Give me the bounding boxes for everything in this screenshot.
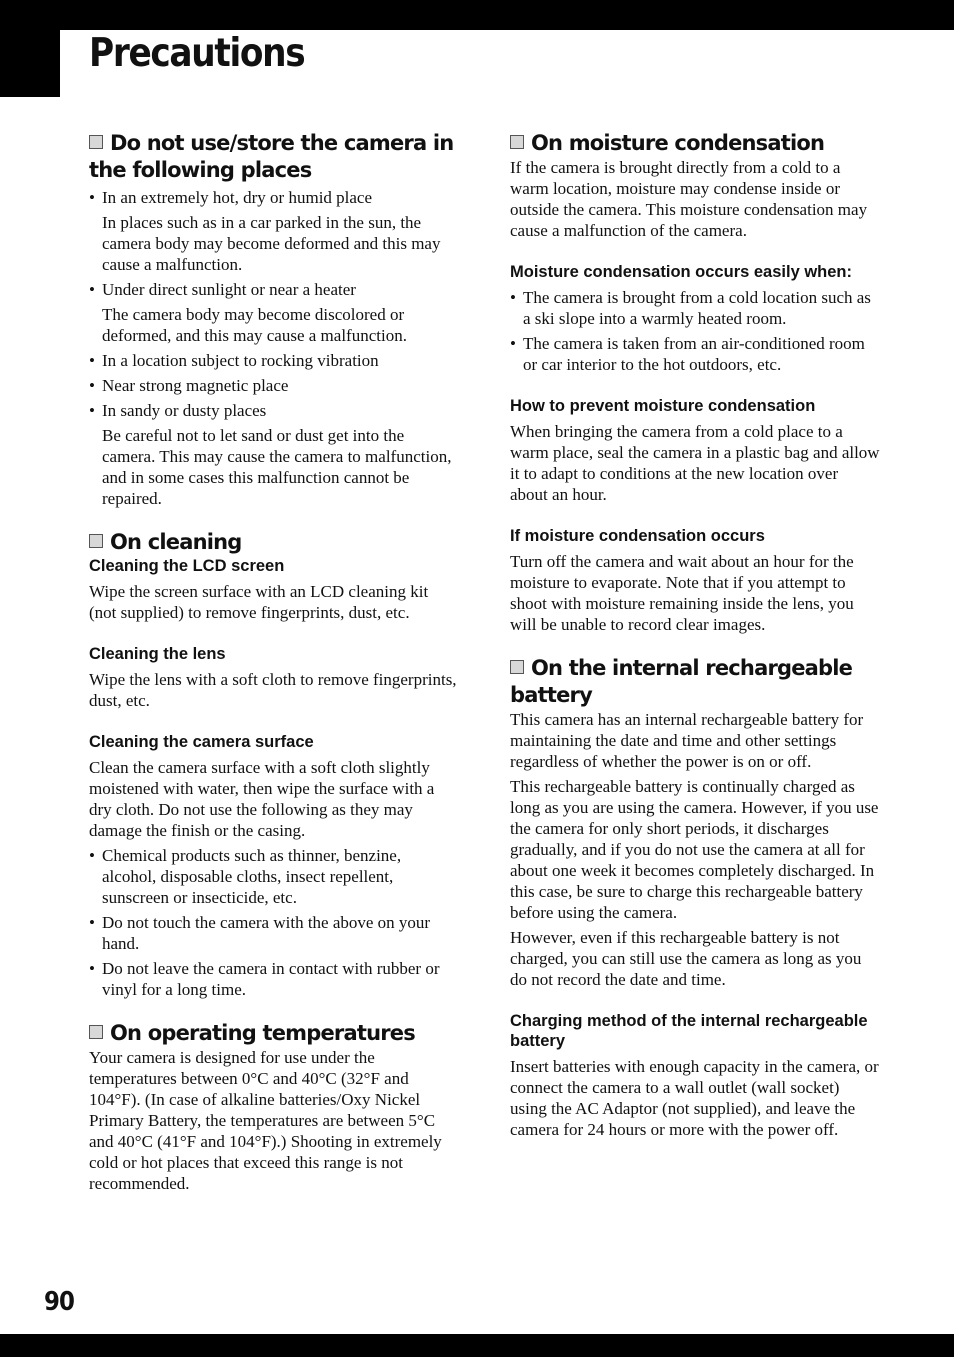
list-item: • Under direct sunlight or near a heater	[89, 279, 459, 300]
list-item: • The camera is taken from an air-conditioned room or car interior to the hot outdoors, etc.	[510, 333, 880, 375]
paragraph-moisture: If the camera is brought directly from a cold to a warm location, moisture may condense inside or outside the camera. This moisture condensation may cause a malfunction of the camera.	[510, 158, 868, 240]
list-item-detail: Be careful not to let sand or dust get into the camera. This may cause the camera to malfunction, and in some cases this malfunction cannot be repaired.	[102, 426, 452, 508]
section-heading-battery: On the internal rechargeable battery	[510, 656, 853, 707]
section-heading-temperatures: On operating temperatures	[89, 1020, 459, 1047]
subheading-if-occurs: If moisture condensation occurs	[510, 527, 765, 545]
subheading-surface: Cleaning the camera surface	[89, 733, 314, 751]
list-item: • In an extremely hot, dry or humid place	[89, 187, 459, 208]
paragraph-temperatures: Your camera is designed for use under the temperatures between 0°C and 40°C (32°F and 104°F). (In case of alkaline batteries/Oxy Nickel Primary Battery, the temperatures are between 5°C and 40°C (41°F and 104°F).) Shooting in extremely cold or hot places that exceed this range is not recommended.	[89, 1048, 442, 1193]
storage-list	[89, 187, 459, 509]
section-heading-cleaning: On cleaning	[89, 529, 459, 556]
subheading-lcd: Cleaning the LCD screen	[89, 557, 285, 575]
list-item: • Do not touch the camera with the above on your hand.	[89, 912, 459, 954]
subheading-lens: Cleaning the lens	[89, 645, 226, 663]
subheading-prevent: How to prevent moisture condensation	[510, 397, 816, 415]
list-item: • The camera is brought from a cold location such as a ski slope into a warmly heated room.	[510, 287, 880, 329]
list-item-detail: In places such as in a car parked in the sun, the camera body may become deformed and this may cause a malfunction.	[102, 213, 441, 274]
list-item: • In sandy or dusty places	[89, 400, 459, 421]
paragraph-battery-3: However, even if this rechargeable battery is not charged, you can still use the camera as long as you do not record the date and time.	[510, 928, 862, 989]
right-column	[510, 130, 880, 1140]
side-tab	[0, 0, 60, 97]
list-item: • Do not leave the camera in contact with rubber or vinyl for a long time.	[89, 958, 459, 1000]
paragraph-if-occurs: Turn off the camera and wait about an hour for the moisture to evaporate. Note that if you attempt to shoot with moisture remaining inside the lens, you will be unable to record clear images.	[510, 552, 854, 634]
paragraph-battery-1: This camera has an internal rechargeable battery for maintaining the date and time and other settings regardless of whether the power is on or off.	[510, 710, 864, 771]
list-item: • In a location subject to rocking vibration	[89, 350, 459, 371]
subheading-charging: Charging method of the internal rechargeable battery	[510, 1012, 868, 1050]
section-heading-moisture: On moisture condensation	[510, 130, 880, 157]
square-bullet-icon	[510, 660, 524, 674]
list-item-detail: The camera body may become discolored or deformed, and this may cause a malfunction.	[102, 305, 407, 345]
square-bullet-icon	[510, 135, 524, 149]
occurs-list	[510, 287, 880, 375]
page-title: Precautions	[89, 31, 305, 76]
paragraph-charging: Insert batteries with enough capacity in the camera, or connect the camera to a wall outlet (wall socket) using the AC Adaptor (not supplied), and leave the camera for 24 hours or more with the power off.	[510, 1057, 879, 1139]
subheading-occurs: Moisture condensation occurs easily when:	[510, 263, 852, 281]
square-bullet-icon	[89, 135, 103, 149]
page-number: 90	[44, 1287, 75, 1317]
square-bullet-icon	[89, 1025, 103, 1039]
paragraph-lens: Wipe the lens with a soft cloth to remove fingerprints, dust, etc.	[89, 670, 457, 710]
paragraph-lcd: Wipe the screen surface with an LCD cleaning kit (not supplied) to remove fingerprints, dust, etc.	[89, 582, 429, 622]
bottom-bar	[0, 1334, 954, 1357]
section-heading-storage: Do not use/store the camera in the following places	[89, 131, 454, 182]
list-item: • Chemical products such as thinner, benzine, alcohol, disposable cloths, insect repellent, sunscreen or insecticide, etc.	[89, 845, 459, 908]
paragraph-prevent: When bringing the camera from a cold place to a warm place, seal the camera in a plastic bag and allow it to adapt to conditions at the new location over about an hour.	[510, 422, 880, 504]
paragraph-battery-2: This rechargeable battery is continually charged as long as you are using the camera. However, if you use the camera for only short periods, it discharges gradually, and if you do not use the camera at all for about one week it becomes completely discharged. In this case, be sure to charge this rechargeable battery before using the camera.	[510, 777, 879, 922]
cleaning-list	[89, 845, 459, 1000]
paragraph-surface: Clean the camera surface with a soft cloth slightly moistened with water, then wipe the surface with a dry cloth. Do not use the following as they may damage the finish or the casing.	[89, 758, 435, 840]
list-item: • Near strong magnetic place	[89, 375, 459, 396]
top-bar	[0, 0, 954, 30]
left-column	[89, 130, 459, 1194]
square-bullet-icon	[89, 534, 103, 548]
